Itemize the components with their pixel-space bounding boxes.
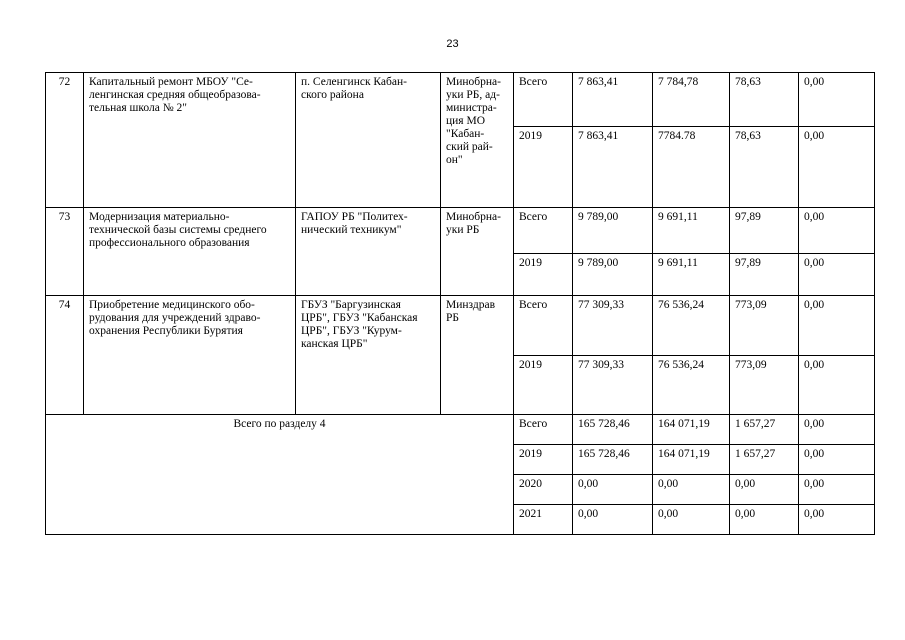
value-other: 0,00 — [799, 208, 875, 254]
value-federal: 9 691,11 — [653, 208, 730, 254]
value-federal: 164 071,19 — [653, 445, 730, 475]
value-total: 0,00 — [573, 475, 653, 505]
value-total: 9 789,00 — [573, 208, 653, 254]
project-name: Модернизация материально- технической базы системы среднего профессионального образования — [84, 208, 296, 296]
project-name: Приобретение медицинского обо- рудования для учреждений здраво- охранения Республики Бурятия — [84, 296, 296, 415]
value-federal: 164 071,19 — [653, 415, 730, 445]
value-other: 0,00 — [799, 505, 875, 535]
period-cell: 2020 — [514, 475, 573, 505]
value-total: 165 728,46 — [573, 445, 653, 475]
value-federal: 0,00 — [653, 475, 730, 505]
project-location: ГБУЗ "Баргузинская ЦРБ", ГБУЗ "Кабанская ЦРБ", ГБУЗ "Курум- канская ЦРБ" — [296, 296, 441, 415]
value-other: 0,00 — [799, 254, 875, 296]
period-cell: 2019 — [514, 254, 573, 296]
project-customer: Минздрав РБ — [441, 296, 514, 415]
period-cell: 2019 — [514, 445, 573, 475]
period-cell: Всего — [514, 73, 573, 127]
value-other: 0,00 — [799, 296, 875, 356]
value-federal: 76 536,24 — [653, 296, 730, 356]
row-number: 73 — [46, 208, 84, 296]
period-cell: 2019 — [514, 127, 573, 208]
period-cell: Всего — [514, 415, 573, 445]
value-regional: 97,89 — [730, 254, 799, 296]
value-regional: 78,63 — [730, 73, 799, 127]
value-federal: 9 691,11 — [653, 254, 730, 296]
value-regional: 1 657,27 — [730, 445, 799, 475]
project-location: п. Селенгинск Кабан- ского района — [296, 73, 441, 208]
value-regional: 773,09 — [730, 296, 799, 356]
value-other: 0,00 — [799, 475, 875, 505]
value-federal: 7 784,78 — [653, 73, 730, 127]
value-regional: 0,00 — [730, 475, 799, 505]
value-regional: 1 657,27 — [730, 415, 799, 445]
value-federal: 7784.78 — [653, 127, 730, 208]
value-other: 0,00 — [799, 73, 875, 127]
section-total-label: Всего по разделу 4 — [46, 415, 514, 535]
value-total: 0,00 — [573, 505, 653, 535]
value-regional: 97,89 — [730, 208, 799, 254]
project-location: ГАПОУ РБ "Политех- нический техникум" — [296, 208, 441, 296]
value-other: 0,00 — [799, 127, 875, 208]
table-row — [46, 296, 875, 356]
period-cell: Всего — [514, 296, 573, 356]
value-federal: 0,00 — [653, 505, 730, 535]
row-number: 74 — [46, 296, 84, 415]
value-total: 77 309,33 — [573, 296, 653, 356]
value-other: 0,00 — [799, 356, 875, 415]
project-customer: Минобрна- уки РБ — [441, 208, 514, 296]
value-total: 165 728,46 — [573, 415, 653, 445]
value-other: 0,00 — [799, 415, 875, 445]
value-regional: 0,00 — [730, 505, 799, 535]
value-regional: 78,63 — [730, 127, 799, 208]
period-cell: Всего — [514, 208, 573, 254]
value-other: 0,00 — [799, 445, 875, 475]
table-row — [46, 73, 875, 127]
table-row — [46, 415, 875, 445]
period-cell: 2019 — [514, 356, 573, 415]
value-total: 77 309,33 — [573, 356, 653, 415]
value-regional: 773,09 — [730, 356, 799, 415]
budget-table — [45, 72, 875, 535]
value-total: 7 863,41 — [573, 73, 653, 127]
page-number: 23 — [446, 38, 459, 50]
table-row — [46, 208, 875, 254]
project-customer: Минобрна- уки РБ, ад- министра- ция МО "Кабан- ский рай- он" — [441, 73, 514, 208]
row-number: 72 — [46, 73, 84, 208]
value-total: 9 789,00 — [573, 254, 653, 296]
period-cell: 2021 — [514, 505, 573, 535]
project-name: Капитальный ремонт МБОУ "Се- ленгинская средняя общеобразова- тельная школа № 2" — [84, 73, 296, 208]
value-federal: 76 536,24 — [653, 356, 730, 415]
value-total: 7 863,41 — [573, 127, 653, 208]
